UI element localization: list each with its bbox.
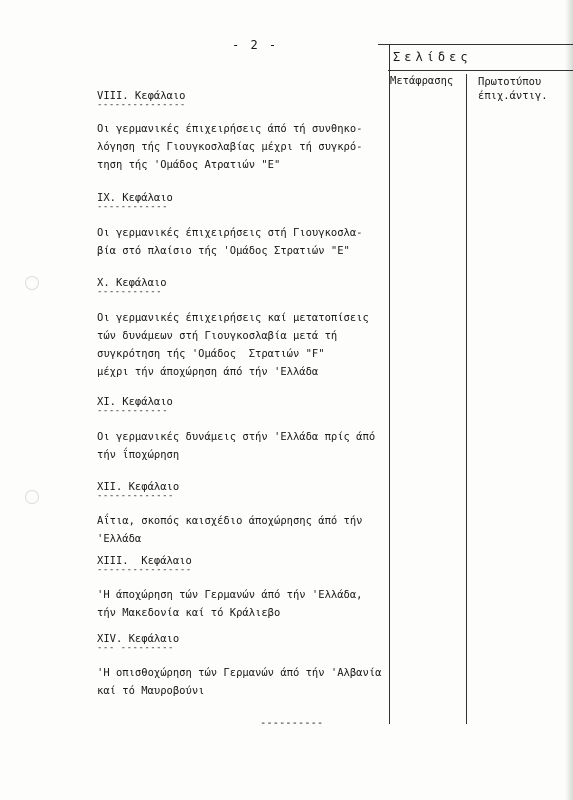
- text-line: τήν Μακεδονία καί τό Κράλιεβο: [97, 607, 281, 619]
- text-line: Οι γερμανικές έπιχειρήσεις στή Γιουγκοσλα-: [97, 227, 363, 239]
- chapter-ix-text: [97, 224, 363, 260]
- chapter-heading: IX. Κεφάλαιο: [97, 192, 173, 204]
- text-line: Οι γερμανικές έπιχειρήσεις άπό τή συνθηκο-: [97, 123, 363, 135]
- text-line: τηση τής 'Ομάδος Ατρατιών "Ε": [97, 159, 281, 171]
- chapter-underline: ----------------: [97, 565, 192, 575]
- chapter-x: [97, 277, 167, 296]
- page-edge-shadow: [565, 0, 573, 800]
- text-line: Οι γερμανικές έπιχειρήσεις καί μετατοπίσεις: [97, 312, 369, 324]
- text-line: Οι γερμανικές δυνάμεις στήν 'Ελλάδα πρίς άπό: [97, 431, 376, 443]
- chapter-xi-text: [97, 428, 375, 464]
- chapter-xiii-text: [97, 586, 363, 622]
- chapter-xi: [97, 396, 173, 415]
- column-divider-middle: [466, 74, 467, 724]
- header-top-rule: [378, 44, 573, 45]
- original-header-line-2: έπιχ.άντιγ.: [478, 90, 548, 102]
- chapter-heading: XIII. Κεφάλαιο: [97, 555, 192, 567]
- chapter-xiv-text: [97, 664, 381, 700]
- original-column-header: [478, 75, 548, 103]
- original-header-line-1: Πρωτοτύπου: [478, 76, 542, 88]
- text-line: βία στό πλαίσιο τής 'Ομάδος Στρατιών "Ε": [97, 245, 350, 257]
- translation-column-header: Μετάφρασης: [390, 75, 454, 87]
- chapter-xiii: [97, 555, 192, 574]
- chapter-x-text: [97, 309, 369, 381]
- chapter-underline: --- ---------: [97, 643, 174, 653]
- punch-hole-mark: [25, 276, 39, 290]
- chapter-xii-text: [97, 512, 363, 548]
- chapter-viii: [97, 90, 186, 109]
- header-rule: [388, 70, 573, 71]
- text-line: καί τό Μαυροβούνι: [97, 685, 205, 697]
- chapter-ix: [97, 192, 173, 211]
- text-line: συγκρότηση τής 'Ομάδος Στρατιών "F": [97, 348, 325, 360]
- chapter-heading: VIII. Κεφάλαιο: [97, 90, 186, 102]
- chapter-heading: X. Κεφάλαιο: [97, 277, 167, 289]
- pages-column-title: Σελίδες: [393, 50, 472, 64]
- chapter-viii-text: [97, 120, 363, 174]
- punch-hole-mark: [25, 490, 39, 504]
- text-line: Αΐτια, σκοπός καισχέδιο άποχώρησης άπό τήν: [97, 515, 363, 527]
- text-line: 'Η άποχώρηση τών Γερμανών άπό τήν 'Ελλάδα,: [97, 589, 363, 601]
- text-line: 'Ελλάδα: [97, 533, 142, 545]
- text-line: λόγηση τής Γιουγκοσλαβίας μέχρι τή συγκρό-: [97, 141, 363, 153]
- chapter-xiv: [97, 633, 179, 652]
- text-line: τών δυνάμεων στή Γιουγκοσλαβία μετά τή: [97, 330, 338, 342]
- chapter-underline: ---------------: [97, 100, 186, 110]
- column-divider-left: [389, 44, 390, 724]
- text-line: μέχρι τήν άποχώρηση άπό τήν 'Ελλάδα: [97, 366, 319, 378]
- end-rule: ----------: [260, 717, 324, 729]
- chapter-underline: -------------: [97, 491, 174, 501]
- chapter-underline: ------------: [97, 406, 169, 416]
- chapter-underline: -----------: [97, 287, 163, 297]
- chapter-heading: XIV. Κεφάλαιο: [97, 633, 180, 645]
- chapter-heading: XII. Κεφάλαιο: [97, 481, 180, 493]
- chapter-xii: [97, 481, 179, 500]
- chapter-heading: XI. Κεφάλαιο: [97, 396, 173, 408]
- page-number: - 2 -: [232, 38, 279, 52]
- chapter-underline: ------------: [97, 202, 169, 212]
- text-line: 'Η οπισθοχώρηση τών Γερμανών άπό τήν 'Αλβανία: [97, 667, 382, 679]
- text-line: τήν ΐποχώρηση: [97, 449, 180, 461]
